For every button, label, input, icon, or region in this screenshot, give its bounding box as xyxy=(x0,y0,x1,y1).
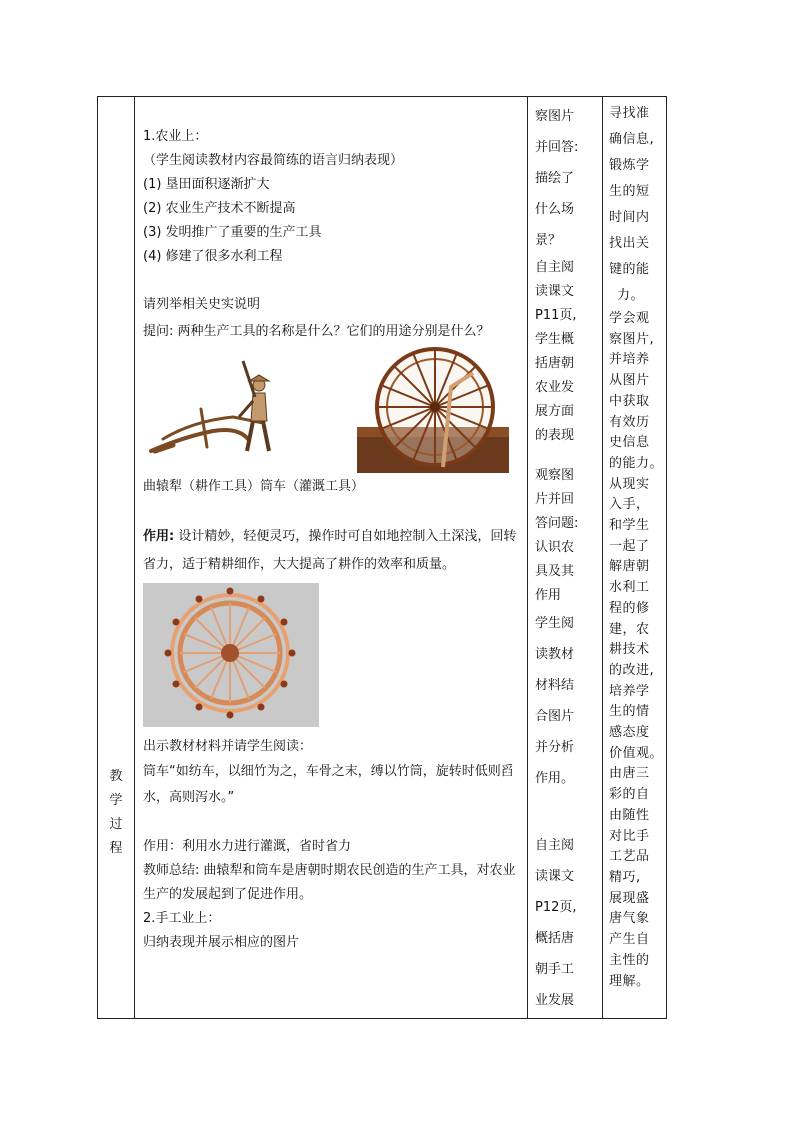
agriculture-heading: 1.农业上： xyxy=(143,129,208,144)
list-item: (4) 修建了很多水利工程 xyxy=(143,249,283,264)
lesson-plan-table xyxy=(97,96,667,1019)
material-intro: 出示教材材料并请学生阅读： xyxy=(143,739,313,754)
figure-caption: 曲辕犁（耕作工具）筒车（灌溉工具） xyxy=(143,479,365,494)
waterwheel-diagram xyxy=(143,583,319,727)
waterwheel-diagram-graphic xyxy=(143,583,319,727)
question: 提问: 两种生产工具的名称是什么？它们的用途分别是什么？ xyxy=(143,324,490,339)
agriculture-note: （学生阅读教材内容最简练的语言归纳表现） xyxy=(143,153,404,168)
tools-figure xyxy=(143,347,519,475)
material-quote: 筒车“如纺车，以细竹为之，车骨之末，缚以竹筒，旋转时低则舀水，高则泻水。” xyxy=(143,764,514,805)
plough-usage: 作用: 设计精妙，轻便灵巧，操作时可自如地控制入土深浅，回转省力，适于精耕细作，大大提高了耕作的效率和质量。 xyxy=(143,529,517,572)
list-item: (3) 发明推广了重要的生产工具 xyxy=(143,225,322,240)
teacher-summary: 教师总结: 曲辕犁和筒车是唐朝时期农民创造的生产工具，对农业生产的发展起到了促进作用。 xyxy=(143,863,516,902)
plough-and-waterwheel-illustration xyxy=(143,347,523,475)
list-item: (1) 垦田面积逐渐扩大 xyxy=(143,177,270,192)
handicraft-heading: 2.手工业上： xyxy=(143,911,221,926)
teaching-content xyxy=(135,97,527,1018)
farmer-figure xyxy=(239,361,269,451)
teaching-process-label: 教 学 过 程 xyxy=(109,769,123,856)
student-activity-column: 察图片 并回答: 描绘了 什么场 景？ 自主阅 读课文 P11页, 学生概 括唐朝 农业发 展方面 的表现 观察图 片并回 答问题: 认识农 具及其 作用 学生阅 读教材 材料结 合图片 并分析 作用。 自主阅 读课文 P12页, 概括唐 朝手工 业发展 xyxy=(535,109,579,1008)
waterwheel-figure xyxy=(357,349,509,473)
list-item: (2) 农业生产技术不断提高 xyxy=(143,201,296,216)
plough-figure xyxy=(151,409,263,451)
ask-facts: 请列举相关史实说明 xyxy=(143,297,261,312)
handicraft-note: 归纳表现并展示相应的图片 xyxy=(143,935,300,950)
waterwheel-usage: 作用：利用水力进行灌溉，省时省力 xyxy=(143,839,352,854)
design-intent-column: 寻找准 确信息, 锻炼学 生的短 时间内 找出关 键的能 力。 学会观 察图片, 并培养 从图片 中获取 有效历 史信息 的能力。 从现实 入手， 和学生 一起了 解唐朝 水利工 程的修 建，农 耕技术 的改进, 培养学 生的情 感态度 价值观。 由唐三 彩的自 由随性 对比手 工艺品 精巧, 展现盛 唐气象 产生自 主性的 理解。 xyxy=(609,106,664,989)
